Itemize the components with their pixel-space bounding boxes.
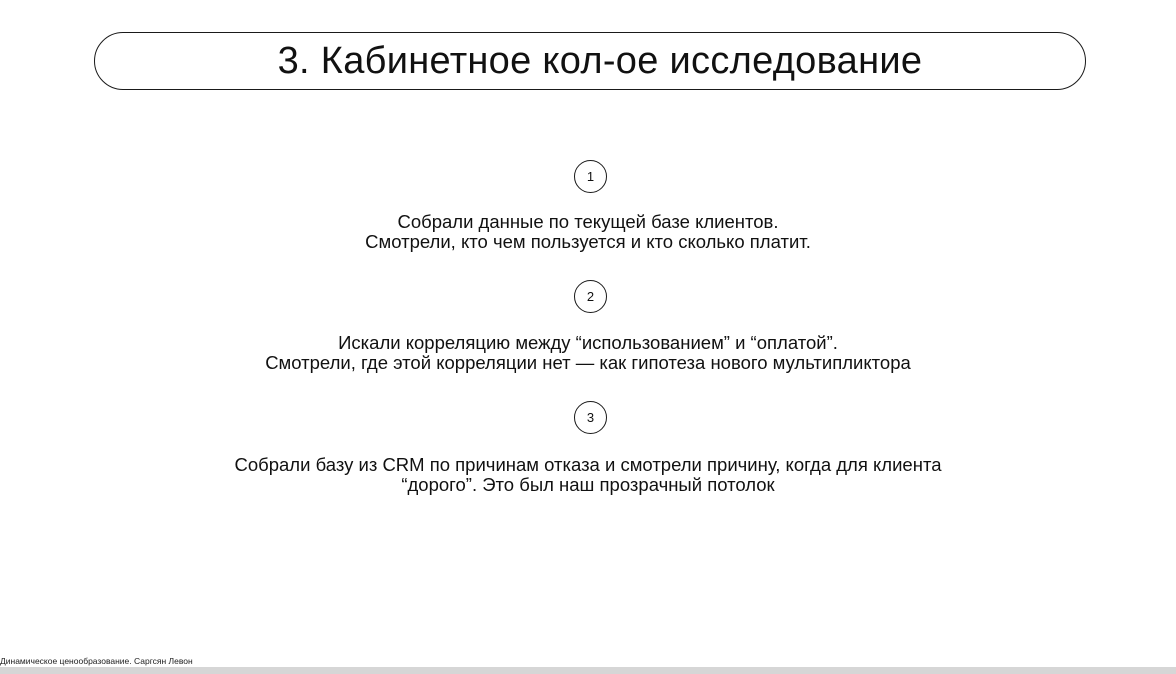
step-1-line-2: Смотрели, кто чем пользуется и кто сколько платит. — [365, 231, 811, 252]
step-3-number-badge: 3 — [574, 401, 607, 434]
slide-title: 3. Кабинетное кол-ое исследование — [277, 40, 923, 82]
title-pill — [94, 32, 1086, 90]
bottom-scrollbar[interactable] — [0, 667, 1176, 674]
step-1-line-1: Собрали данные по текущей базе клиентов. — [397, 211, 779, 232]
step-1-number-badge: 1 — [574, 160, 607, 193]
step-3-text — [100, 455, 1076, 495]
step-1-text — [100, 212, 1076, 252]
footer-caption: Динамическое ценообразование. Саргсян Левон — [0, 656, 193, 666]
step-2-line-2: Смотрели, где этой корреляции нет — как гипотеза нового мультипликтора — [265, 352, 911, 373]
step-2-line-1: Искали корреляцию между “использованием” и “оплатой”. — [338, 332, 838, 353]
step-3-line-1: Собрали базу из CRM по причинам отказа и смотрели причину, когда для клиента — [234, 454, 942, 475]
step-3-line-2: “дорого”. Это был наш прозрачный потолок — [401, 474, 775, 495]
step-2-number-badge: 2 — [574, 280, 607, 313]
step-2-text — [100, 333, 1076, 373]
